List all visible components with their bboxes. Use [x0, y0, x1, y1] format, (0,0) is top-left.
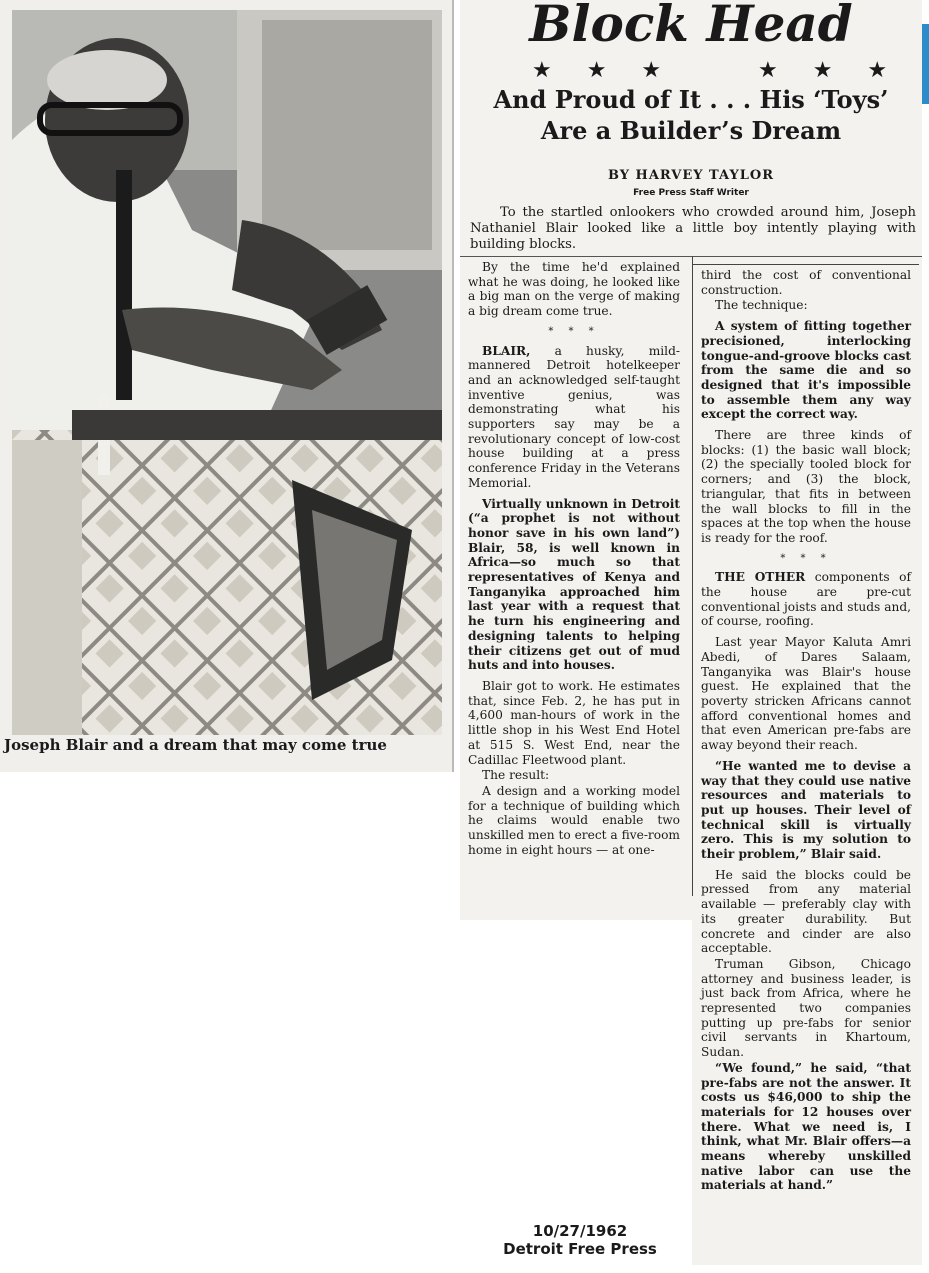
- paragraph-bold: A system of fitting together precisioned, interlocking tongue-and-groove blocks cast from the same die and so designed that it's impossible to assemble them any way except the correct way.: [701, 319, 911, 422]
- section-break: * * *: [780, 552, 832, 564]
- paragraph: Last year Mayor Kaluta Amri Abedi, of Dares Salaam, Tanganyika was Blair's house guest. He explained that the poverty stricken Africans cannot afford conventional homes and that even American pre-fabs are away beyond their reach.: [701, 635, 911, 753]
- paragraph: [701, 570, 911, 629]
- paragraph: Truman Gibson, Chicago attorney and business leader, is just back from Africa, where he represented two companies putting up pre-fabs for senior civil servants in Khartoum, Sudan.: [701, 956, 911, 1060]
- column-rule-vertical: [692, 256, 693, 896]
- column-rule-horizontal: [460, 256, 922, 257]
- byline: BY HARVEY TAYLOR: [607, 168, 775, 183]
- paragraph: A design and a working model for a technique of building which he claims would enable two unskilled men to erect a five-room home in eight hours — at one-: [468, 783, 680, 857]
- stars-right: ★ ★ ★: [758, 58, 902, 83]
- paragraph: By the time he'd explained what he was doing, he looked like a big man on the verge of making a big dream come true.: [468, 260, 680, 319]
- byline-staff: Free Press Staff Writer: [633, 188, 749, 198]
- paragraph: [468, 344, 680, 491]
- photo-illustration: [12, 10, 442, 735]
- lede-paragraph: To the startled onlookers who crowded around him, Joseph Nathaniel Blair looked like a little boy intently playing with building blocks.: [470, 205, 916, 252]
- stars-left: ★ ★ ★: [532, 58, 676, 83]
- subheadline-line-1: And Proud of It . . . His ‘Toys’: [493, 85, 889, 114]
- paragraph: The technique:: [715, 298, 808, 313]
- paragraph-bold: “He wanted me to devise a way that they could use native resources and materials to put up houses. Their level of technical skill is virtually zero. This is my solution to their problem,” Blair said.: [701, 758, 911, 862]
- paragraph-bold: “We found,” he said, “that pre-fabs are not the answer. It costs us $46,000 to ship the materials for 12 houses over there. What we need is, I think, what Mr. Blair offers—a means whereby unskilled native labor can use the materials at hand.”: [701, 1060, 911, 1193]
- headline: Block Head: [529, 0, 853, 53]
- paragraph-text: components of the house are pre-cut conventional joists and studs and, of course, roofing.: [701, 570, 911, 629]
- paragraph: third the cost of conventional construction.: [701, 268, 911, 297]
- article-column-2: [701, 268, 911, 1199]
- section-break: * * *: [548, 325, 600, 337]
- subheadline: [460, 84, 922, 146]
- paragraph-lead: BLAIR,: [482, 343, 531, 358]
- article-column-1: [468, 260, 680, 863]
- paragraph: There are three kinds of blocks: (1) the basic wall block; (2) the specially tooled block for corners; and (3) the block, triangular, that fits in between the wall blocks to fill in the spaces at the top when the house is ready for the roof.: [701, 428, 911, 545]
- paragraph: He said the blocks could be pressed from any material available — preferably clay with its greater durability. But concrete and cinder are also acceptable.: [701, 867, 911, 956]
- article-photo: [12, 10, 442, 735]
- paragraph-lead: THE OTHER: [715, 570, 806, 585]
- publication-name: Detroit Free Press: [503, 1240, 657, 1258]
- paragraph: Blair got to work. He estimates that, since Feb. 2, he has put in 4,600 man-hours of work in the little shop in his West End Hotel at 515 S. West End, near the Cadillac Fleetwood plant.: [468, 678, 680, 767]
- column-rule-top: [693, 264, 919, 265]
- paragraph-text: a husky, mild-mannered Detroit hotelkeeper and an acknowledged self-taught inventive genius, was demonstrating what his supporters say may be a revolutionary concept of low-cost house building at a press conference Friday in the Veterans Memorial.: [468, 343, 680, 490]
- photo-panel: [0, 0, 454, 772]
- photo-caption: Joseph Blair and a dream that may come true: [4, 736, 387, 754]
- paragraph: The result:: [482, 768, 550, 783]
- subheadline-line-2: Are a Builder’s Dream: [540, 116, 842, 145]
- edge-badge: [922, 24, 929, 104]
- paragraph-bold: Virtually unknown in Detroit (“a prophet is not without honor save in his own land”) Blair, 58, is well known in Africa—so much so that representatives of Kenya and Tanganyika approached him last year with a request that he turn his engineering and designing talents to helping their citizens get out of mud huts and into houses.: [468, 496, 680, 673]
- source-dateline: [470, 1222, 690, 1258]
- publication-date: 10/27/1962: [532, 1222, 628, 1240]
